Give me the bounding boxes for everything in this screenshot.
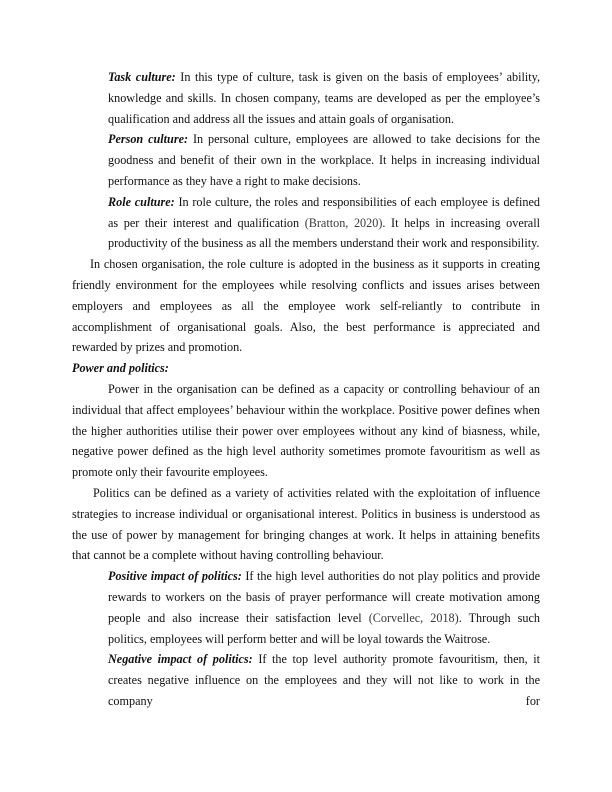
- task-culture-label: Task culture:: [108, 70, 176, 84]
- section-heading: Power and politics:: [72, 361, 169, 376]
- paragraph-politics: Politics can be defined as a variety of activities related with the exploitation of influence strategies to increase individual or organisational interest. Politics in business is understood as the use of power by management for bringing changes at work. It helps in attaining benefits that cannot be a complete without having controlling behaviour.: [72, 485, 540, 563]
- citation: (Corvellec, 2018): [368, 610, 459, 625]
- negative-impact-label: Negative impact of politics:: [108, 652, 253, 667]
- task-culture-text: In this type of culture, task is given on the basis of employees’ ability, knowledge and skills. In chosen company, teams are developed as per the employee’s qualification and address all the issues and attain goals of organisation.: [108, 70, 540, 126]
- task-culture-item: [72, 67, 540, 129]
- person-culture-text: In personal culture, employees are allowed to take decisions for the goodness and benefit of their own in the workplace. It helps in increasing individual performance as they have a right to make decisions.: [108, 132, 540, 188]
- negative-impact-item: [72, 649, 540, 711]
- citation: (Bratton, 2020): [304, 215, 383, 230]
- paragraph-role-adopted: In chosen organisation, the role culture is adopted in the business as it supports in creating friendly environment for the employees while resolving conflicts and issues arises between employers and employees as all the employee work self-reliantly to contribute in accomplishment of organisational goals. Also, the best performance is appreciated and rewarded by prizes and promotion.: [72, 257, 540, 355]
- role-culture-text-end: . It helps in increasing overall productivity of the business as all the members understand their work and responsibility.: [108, 215, 540, 251]
- positive-impact-label: Positive impact of politics:: [108, 569, 242, 584]
- document-page: [72, 67, 540, 712]
- role-culture-item: [72, 192, 540, 254]
- positive-impact-text: If the high level authorities do not play politics and provide rewards to workers on the basis of prayer performance will create motivation among people and also increase their satisfaction level: [108, 569, 541, 625]
- person-culture-label: Person culture:: [108, 132, 189, 147]
- paragraph-power: Power in the organisation can be defined as a capacity or controlling behaviour of an individual that affect employees’ behaviour within the workplace. Positive power defines when the higher authorities utilise their power over employees without any kind of biasness, while, negative power defined as the high level authority sometimes promote favouritism as well as promote only their favourite employees.: [72, 381, 540, 480]
- positive-impact-item: [72, 566, 540, 649]
- negative-impact-text: If the top level authority promote favouritism, then, it creates negative influence on the employees and they will not like to work in the company for: [108, 652, 540, 708]
- role-culture-label: Role culture:: [108, 194, 175, 209]
- positive-impact-text-end: . Through such politics, employees will perform better and will be loyal towards the Waitrose.: [108, 610, 540, 646]
- person-culture-item: [72, 129, 540, 191]
- role-culture-text: In role culture, the roles and responsibilities of each employee is defined as per their interest and qualification: [108, 194, 540, 230]
